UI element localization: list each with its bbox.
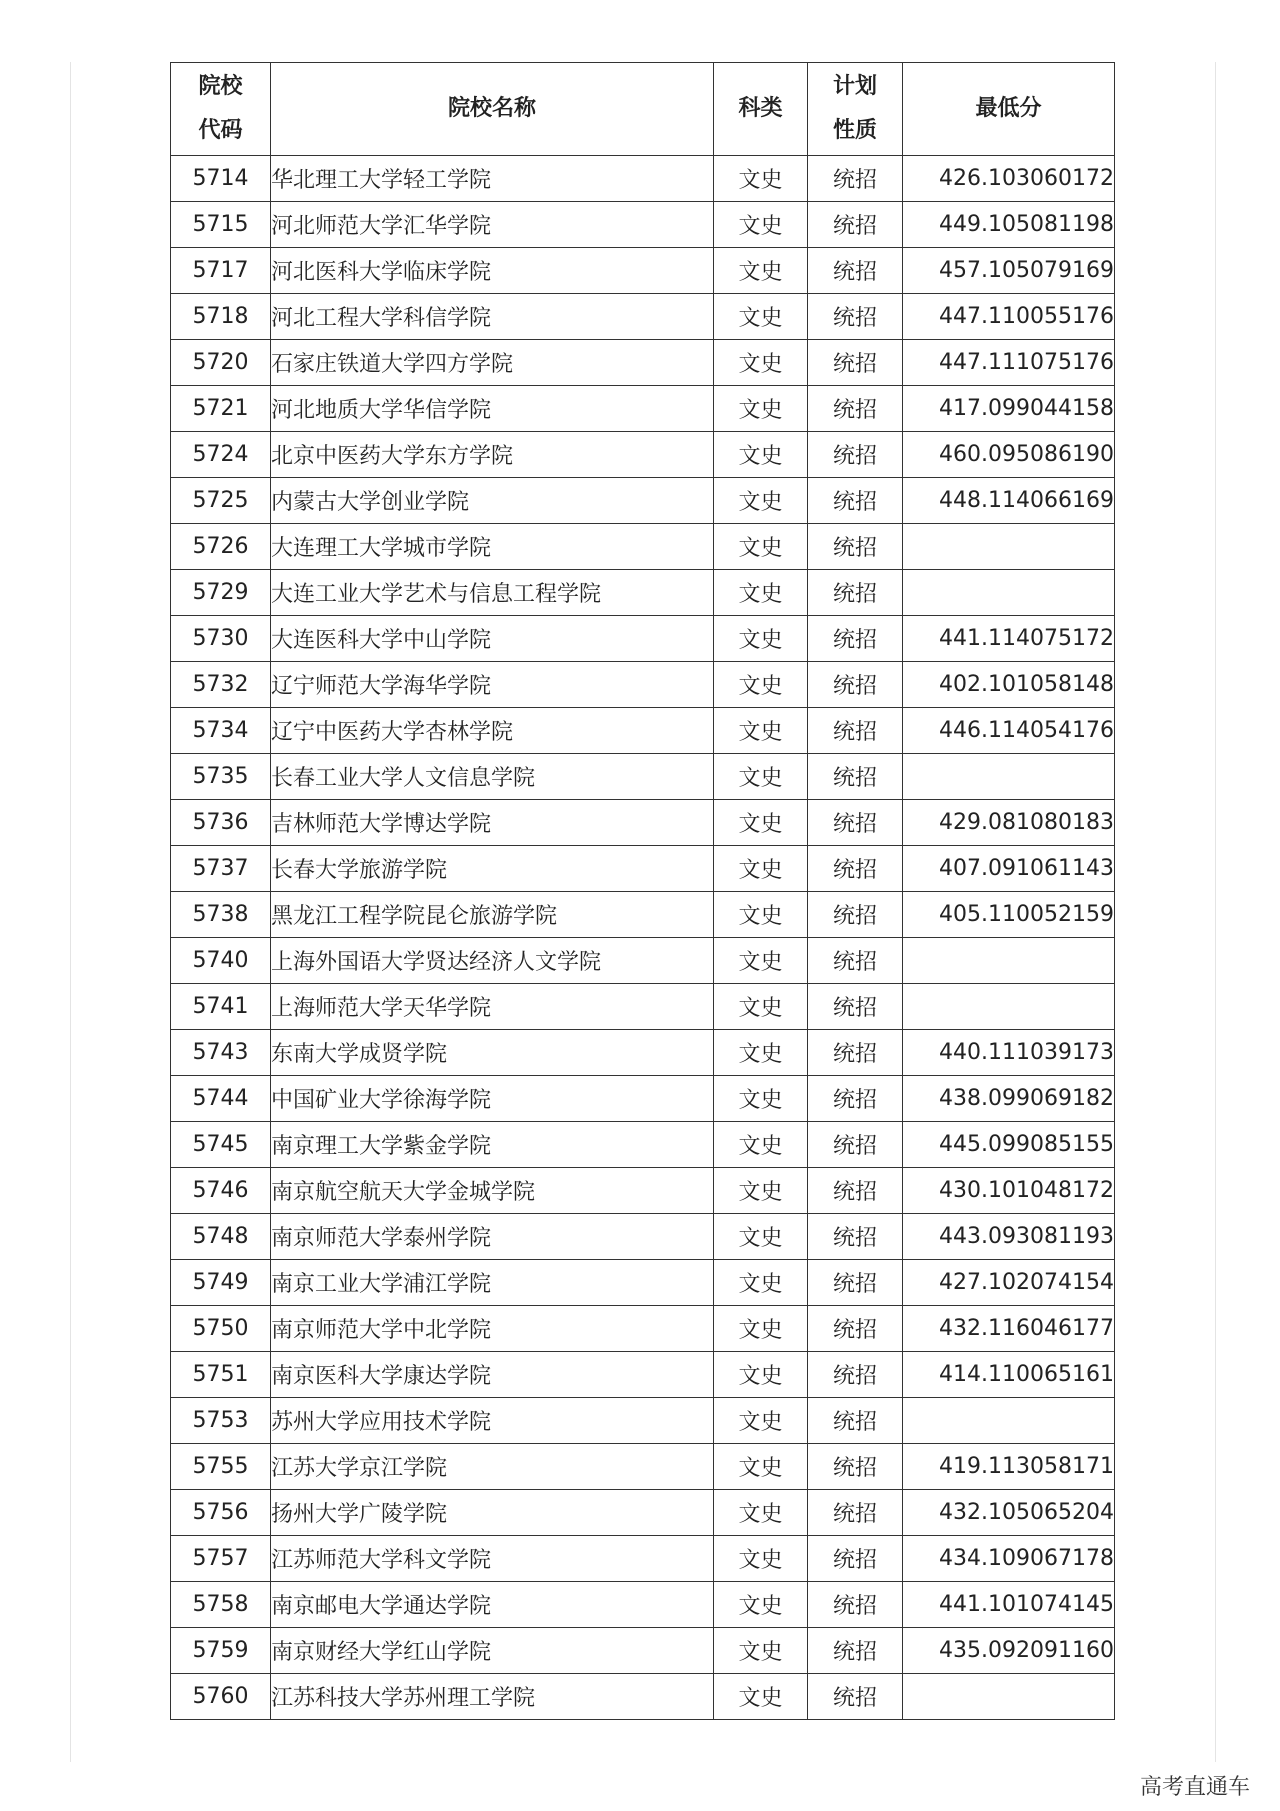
cell-min-score: 440.111039173 [903,1030,1115,1076]
cell-school-name: 上海师范大学天华学院 [271,984,714,1030]
cell-category: 文史 [714,294,808,340]
cell-code: 5746 [171,1168,271,1214]
table-row [171,1306,1115,1352]
cell-school-name: 大连理工大学城市学院 [271,524,714,570]
cell-plan: 统招 [808,432,903,478]
cell-plan: 统招 [808,524,903,570]
cell-min-score: 405.110052159 [903,892,1115,938]
cell-plan: 统招 [808,846,903,892]
page-edge-left [70,62,71,1762]
table-row [171,156,1115,202]
cell-plan: 统招 [808,1260,903,1306]
cell-plan: 统招 [808,1122,903,1168]
cell-school-name: 南京医科大学康达学院 [271,1352,714,1398]
table-row [171,1582,1115,1628]
cell-category: 文史 [714,1214,808,1260]
cell-code: 5756 [171,1490,271,1536]
cell-plan: 统招 [808,892,903,938]
table-row [171,386,1115,432]
table-row [171,1490,1115,1536]
cell-plan: 统招 [808,1398,903,1444]
cell-school-name: 辽宁中医药大学杏林学院 [271,708,714,754]
cell-code: 5755 [171,1444,271,1490]
cell-category: 文史 [714,662,808,708]
cell-min-score [903,524,1115,570]
cell-school-name: 辽宁师范大学海华学院 [271,662,714,708]
cell-plan: 统招 [808,1536,903,1582]
header-score: 最低分 [903,63,1115,156]
admissions-table [170,62,1115,1720]
cell-min-score: 426.103060172 [903,156,1115,202]
cell-school-name: 吉林师范大学博达学院 [271,800,714,846]
cell-plan: 统招 [808,754,903,800]
table-row [171,846,1115,892]
table-row [171,1122,1115,1168]
cell-category: 文史 [714,1352,808,1398]
table-row [171,1674,1115,1720]
cell-category: 文史 [714,202,808,248]
cell-min-score [903,754,1115,800]
cell-code: 5760 [171,1674,271,1720]
table-row [171,662,1115,708]
cell-category: 文史 [714,1398,808,1444]
cell-min-score: 429.081080183 [903,800,1115,846]
cell-min-score: 441.114075172 [903,616,1115,662]
cell-school-name: 黑龙江工程学院昆仑旅游学院 [271,892,714,938]
cell-min-score: 427.102074154 [903,1260,1115,1306]
cell-category: 文史 [714,248,808,294]
cell-code: 5724 [171,432,271,478]
table-row [171,800,1115,846]
table-row [171,1260,1115,1306]
cell-code: 5740 [171,938,271,984]
cell-school-name: 河北医科大学临床学院 [271,248,714,294]
cell-min-score: 435.092091160 [903,1628,1115,1674]
cell-school-name: 南京邮电大学通达学院 [271,1582,714,1628]
table-row [171,1352,1115,1398]
cell-code: 5745 [171,1122,271,1168]
cell-category: 文史 [714,892,808,938]
cell-code: 5736 [171,800,271,846]
table-row [171,1076,1115,1122]
cell-category: 文史 [714,1306,808,1352]
header-row [171,63,1115,156]
cell-min-score: 430.101048172 [903,1168,1115,1214]
cell-code: 5738 [171,892,271,938]
cell-code: 5741 [171,984,271,1030]
header-plan [808,63,903,156]
cell-min-score: 460.095086190 [903,432,1115,478]
watermark: 高考直通车 [1139,1775,1250,1800]
cell-code: 5726 [171,524,271,570]
cell-min-score: 443.093081193 [903,1214,1115,1260]
cell-school-name: 中国矿业大学徐海学院 [271,1076,714,1122]
cell-plan: 统招 [808,938,903,984]
cell-category: 文史 [714,386,808,432]
table-row [171,248,1115,294]
table-row [171,708,1115,754]
cell-min-score: 438.099069182 [903,1076,1115,1122]
cell-category: 文史 [714,938,808,984]
cell-school-name: 南京师范大学中北学院 [271,1306,714,1352]
cell-category: 文史 [714,1122,808,1168]
cell-plan: 统招 [808,1674,903,1720]
cell-code: 5753 [171,1398,271,1444]
cell-code: 5720 [171,340,271,386]
cell-min-score [903,570,1115,616]
cell-code: 5758 [171,1582,271,1628]
cell-code: 5737 [171,846,271,892]
header-code-line1: 院校 [198,74,243,99]
table-row [171,570,1115,616]
cell-code: 5718 [171,294,271,340]
table-body [171,156,1115,1720]
cell-school-name: 大连工业大学艺术与信息工程学院 [271,570,714,616]
cell-plan: 统招 [808,662,903,708]
cell-code: 5750 [171,1306,271,1352]
cell-category: 文史 [714,1490,808,1536]
cell-plan: 统招 [808,386,903,432]
cell-code: 5735 [171,754,271,800]
cell-plan: 统招 [808,1352,903,1398]
cell-category: 文史 [714,800,808,846]
cell-school-name: 南京师范大学泰州学院 [271,1214,714,1260]
cell-school-name: 长春工业大学人文信息学院 [271,754,714,800]
table-row [171,294,1115,340]
cell-category: 文史 [714,1444,808,1490]
cell-code: 5757 [171,1536,271,1582]
table-row [171,478,1115,524]
cell-plan: 统招 [808,1582,903,1628]
cell-school-name: 华北理工大学轻工学院 [271,156,714,202]
table-row [171,616,1115,662]
cell-category: 文史 [714,340,808,386]
table-row [171,984,1115,1030]
cell-school-name: 北京中医药大学东方学院 [271,432,714,478]
cell-code: 5732 [171,662,271,708]
cell-school-name: 东南大学成贤学院 [271,1030,714,1076]
table-row [171,202,1115,248]
cell-school-name: 江苏师范大学科文学院 [271,1536,714,1582]
table-row [171,340,1115,386]
cell-plan: 统招 [808,294,903,340]
cell-plan: 统招 [808,248,903,294]
cell-code: 5743 [171,1030,271,1076]
cell-code: 5714 [171,156,271,202]
table-row [171,892,1115,938]
cell-min-score: 447.111075176 [903,340,1115,386]
cell-plan: 统招 [808,1214,903,1260]
cell-code: 5748 [171,1214,271,1260]
cell-code: 5725 [171,478,271,524]
cell-school-name: 苏州大学应用技术学院 [271,1398,714,1444]
cell-plan: 统招 [808,616,903,662]
cell-code: 5721 [171,386,271,432]
cell-school-name: 河北工程大学科信学院 [271,294,714,340]
table-row [171,432,1115,478]
cell-category: 文史 [714,1628,808,1674]
cell-school-name: 上海外国语大学贤达经济人文学院 [271,938,714,984]
cell-min-score: 434.109067178 [903,1536,1115,1582]
cell-min-score: 445.099085155 [903,1122,1115,1168]
cell-min-score [903,984,1115,1030]
cell-code: 5730 [171,616,271,662]
cell-min-score: 419.113058171 [903,1444,1115,1490]
cell-plan: 统招 [808,570,903,616]
cell-code: 5734 [171,708,271,754]
table-header [171,63,1115,156]
cell-plan: 统招 [808,1168,903,1214]
cell-code: 5715 [171,202,271,248]
cell-category: 文史 [714,1582,808,1628]
header-name: 院校名称 [271,63,714,156]
table-row [171,1628,1115,1674]
cell-min-score: 446.114054176 [903,708,1115,754]
table-row [171,524,1115,570]
cell-code: 5717 [171,248,271,294]
cell-school-name: 内蒙古大学创业学院 [271,478,714,524]
cell-min-score: 447.110055176 [903,294,1115,340]
table-row [171,938,1115,984]
cell-code: 5759 [171,1628,271,1674]
page-edge-right [1215,62,1216,1762]
cell-school-name: 南京航空航天大学金城学院 [271,1168,714,1214]
cell-min-score: 407.091061143 [903,846,1115,892]
cell-plan: 统招 [808,1076,903,1122]
table-row [171,1168,1115,1214]
cell-min-score: 432.105065204 [903,1490,1115,1536]
table-row [171,1214,1115,1260]
cell-category: 文史 [714,1030,808,1076]
cell-school-name: 南京工业大学浦江学院 [271,1260,714,1306]
cell-min-score: 402.101058148 [903,662,1115,708]
cell-min-score [903,1674,1115,1720]
header-code [171,63,271,156]
cell-min-score [903,1398,1115,1444]
cell-category: 文史 [714,754,808,800]
cell-category: 文史 [714,1168,808,1214]
cell-min-score: 457.105079169 [903,248,1115,294]
table-row [171,754,1115,800]
cell-category: 文史 [714,708,808,754]
cell-plan: 统招 [808,478,903,524]
cell-plan: 统招 [808,708,903,754]
cell-plan: 统招 [808,800,903,846]
cell-plan: 统招 [808,1628,903,1674]
cell-plan: 统招 [808,1490,903,1536]
cell-category: 文史 [714,984,808,1030]
cell-category: 文史 [714,524,808,570]
cell-category: 文史 [714,432,808,478]
cell-school-name: 石家庄铁道大学四方学院 [271,340,714,386]
header-code-line2: 代码 [198,118,243,143]
cell-category: 文史 [714,1536,808,1582]
cell-min-score: 432.116046177 [903,1306,1115,1352]
header-plan-line2: 性质 [832,118,877,143]
cell-school-name: 大连医科大学中山学院 [271,616,714,662]
table-row [171,1444,1115,1490]
cell-school-name: 江苏大学京江学院 [271,1444,714,1490]
cell-plan: 统招 [808,340,903,386]
cell-plan: 统招 [808,984,903,1030]
cell-category: 文史 [714,1674,808,1720]
cell-min-score: 417.099044158 [903,386,1115,432]
cell-plan: 统招 [808,1030,903,1076]
cell-category: 文史 [714,1076,808,1122]
cell-school-name: 河北师范大学汇华学院 [271,202,714,248]
cell-code: 5749 [171,1260,271,1306]
cell-min-score: 414.110065161 [903,1352,1115,1398]
cell-category: 文史 [714,1260,808,1306]
cell-plan: 统招 [808,202,903,248]
cell-min-score [903,938,1115,984]
cell-school-name: 南京财经大学红山学院 [271,1628,714,1674]
cell-category: 文史 [714,616,808,662]
cell-plan: 统招 [808,1306,903,1352]
cell-plan: 统招 [808,1444,903,1490]
cell-school-name: 南京理工大学紫金学院 [271,1122,714,1168]
cell-min-score: 441.101074145 [903,1582,1115,1628]
cell-code: 5744 [171,1076,271,1122]
cell-code: 5751 [171,1352,271,1398]
table-row [171,1398,1115,1444]
cell-code: 5729 [171,570,271,616]
cell-min-score: 448.114066169 [903,478,1115,524]
cell-category: 文史 [714,846,808,892]
table-row [171,1030,1115,1076]
cell-school-name: 长春大学旅游学院 [271,846,714,892]
cell-school-name: 扬州大学广陵学院 [271,1490,714,1536]
cell-min-score: 449.105081198 [903,202,1115,248]
cell-category: 文史 [714,478,808,524]
cell-category: 文史 [714,156,808,202]
header-category: 科类 [714,63,808,156]
header-plan-line1: 计划 [832,74,877,99]
cell-category: 文史 [714,570,808,616]
cell-school-name: 江苏科技大学苏州理工学院 [271,1674,714,1720]
cell-school-name: 河北地质大学华信学院 [271,386,714,432]
cell-plan: 统招 [808,156,903,202]
table-row [171,1536,1115,1582]
